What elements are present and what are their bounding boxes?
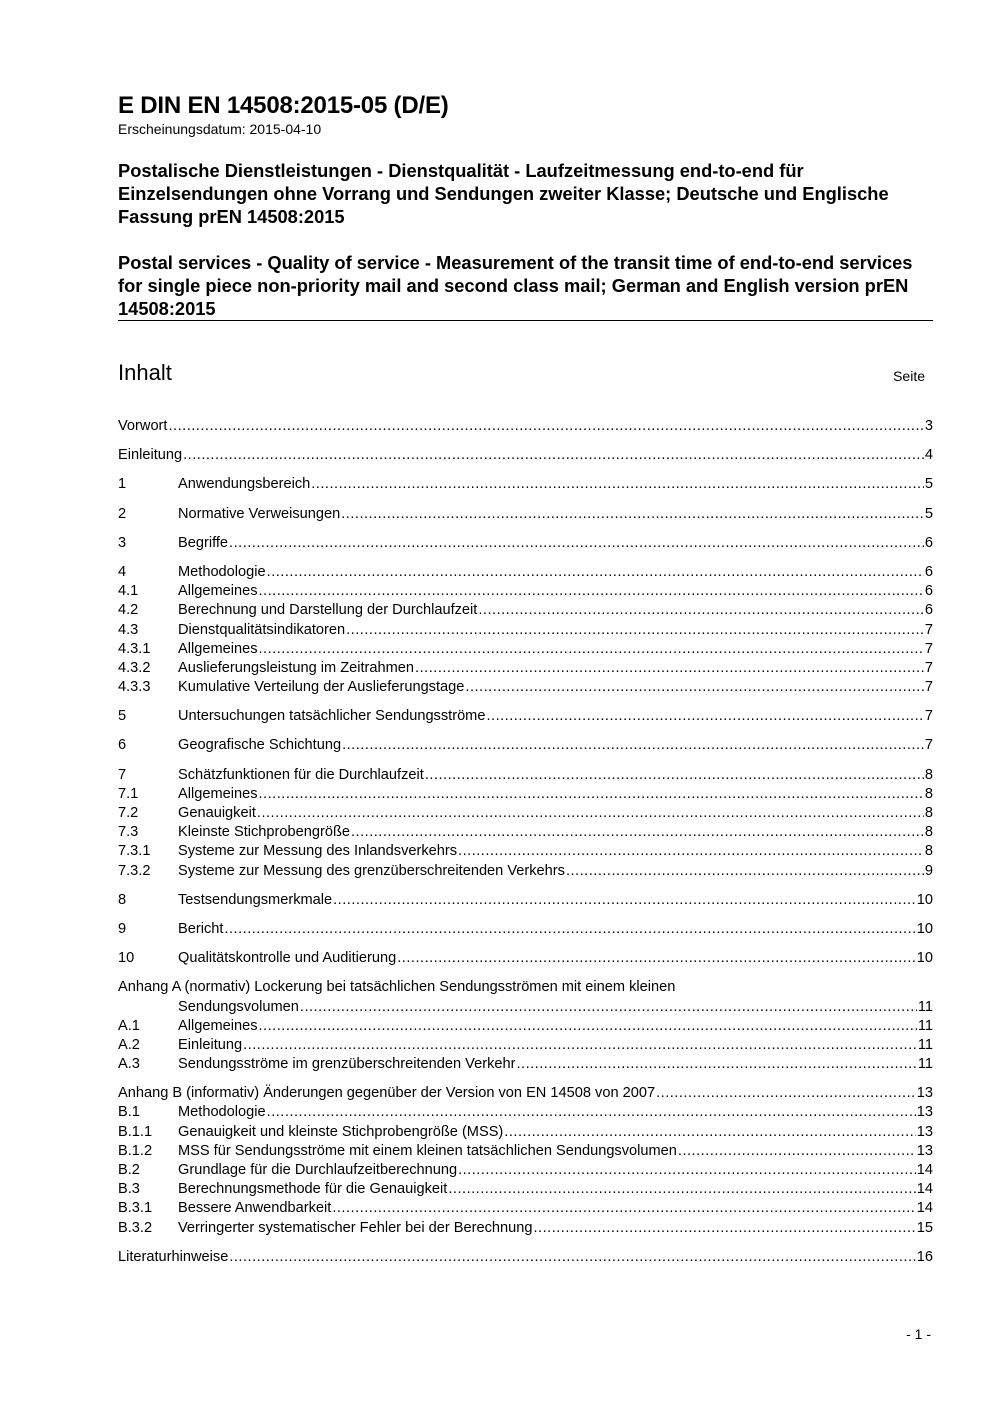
toc-section-title: Allgemeines	[178, 583, 258, 600]
toc-section-title: Sendungsvolumen	[178, 998, 299, 1015]
toc-entry[interactable]	[118, 1036, 933, 1055]
toc-page-number: 11	[917, 998, 933, 1015]
toc-dot-leader	[458, 842, 924, 861]
toc-section-title: Bessere Anwendbarkeit	[178, 1200, 332, 1217]
toc-dot-leader	[397, 949, 916, 968]
document-page	[118, 0, 933, 1403]
toc-dot-leader	[259, 785, 924, 804]
toc-section-title: Methodologie	[178, 1104, 266, 1121]
toc-dot-leader	[486, 707, 923, 726]
toc-dot-leader	[168, 417, 923, 436]
toc-section-number: 3	[118, 534, 127, 551]
toc-section-number: 7.3.2	[118, 862, 151, 879]
toc-entry[interactable]	[118, 862, 933, 881]
toc-entry[interactable]	[118, 659, 933, 678]
toc-entry[interactable]	[118, 417, 933, 436]
toc-section-title: Qualitätskontrolle und Auditierung	[178, 950, 397, 967]
toc-section-title: MSS für Sendungsströme mit einem kleinen tatsächlichen Sendungsvolumen	[178, 1142, 677, 1159]
toc-dot-leader	[311, 475, 924, 494]
toc-section-title: Genauigkeit	[178, 805, 256, 821]
toc-section-title: Anhang A (normativ) Lockerung bei tatsächlichen Sendungsströmen mit einem kleinen	[118, 979, 676, 996]
toc-section-title: Dienstqualitätsindikatoren	[178, 621, 346, 638]
toc-entry[interactable]	[118, 563, 933, 582]
toc-section-number: 7	[118, 766, 127, 783]
toc-entry[interactable]	[118, 640, 933, 659]
toc-section-title: Normative Verweisungen	[178, 505, 341, 522]
toc-section-title: Kumulative Verteilung der Auslieferungstage	[178, 679, 465, 696]
toc-section-number: B.1	[118, 1104, 140, 1121]
toc-section-number: 7.2	[118, 805, 139, 821]
toc-section-number: 10	[118, 950, 135, 967]
toc-entry[interactable]	[118, 707, 933, 726]
toc-page-number: 14	[916, 1200, 933, 1217]
toc-entry[interactable]	[118, 785, 933, 804]
toc-section-title: Systeme zur Messung des Inlandsverkehrs	[178, 843, 458, 860]
toc-dot-leader	[342, 736, 924, 755]
toc-entry[interactable]	[118, 842, 933, 861]
toc-page-number: 6	[924, 602, 933, 619]
toc-dot-leader	[425, 766, 924, 785]
toc-section-title: Systeme zur Messung des grenzüberschreitenden Verkehrs	[178, 862, 565, 879]
toc-section-title: Auslieferungsleistung im Zeitrahmen	[178, 659, 415, 676]
toc-entry[interactable]	[118, 1161, 933, 1180]
toc-entry[interactable]	[118, 601, 933, 620]
toc-dot-leader	[267, 1103, 916, 1122]
toc-section-number: 2	[118, 505, 127, 522]
document-id: E DIN EN 14508:2015-05 (D/E)	[118, 92, 449, 119]
toc-section-title: Vorwort	[118, 418, 168, 434]
toc-entry[interactable]	[118, 621, 933, 640]
toc-entry[interactable]	[118, 891, 933, 910]
toc-dot-leader	[533, 1219, 915, 1238]
toc-dot-leader	[183, 446, 924, 465]
toc-dot-leader	[504, 1123, 915, 1142]
toc-dot-leader	[566, 862, 924, 881]
toc-page-number: 7	[924, 640, 933, 657]
toc-entry[interactable]	[118, 1123, 933, 1142]
toc-entry[interactable]	[118, 1055, 933, 1074]
toc-entry[interactable]	[118, 446, 933, 465]
toc-dot-leader	[267, 563, 924, 582]
toc-page-number: 13	[916, 1104, 933, 1121]
toc-page-number: 7	[924, 708, 933, 725]
toc-section-number: B.1.1	[118, 1123, 153, 1140]
toc-entry[interactable]	[118, 1084, 933, 1103]
toc-page-number: 10	[916, 891, 933, 908]
toc-dot-leader	[341, 505, 924, 524]
toc-entry[interactable]	[118, 823, 933, 842]
toc-entry-annex-heading[interactable]	[118, 978, 933, 997]
toc-section-number: 6	[118, 737, 127, 754]
toc-section-title: Untersuchungen tatsächlicher Sendungsströme	[178, 708, 486, 725]
toc-entry[interactable]	[118, 1180, 933, 1199]
toc-page-number: 8	[924, 824, 933, 841]
toc-entry[interactable]	[118, 1199, 933, 1218]
toc-page-number: 10	[916, 950, 933, 967]
toc-dot-leader	[224, 920, 915, 939]
toc-dot-leader	[259, 1017, 917, 1036]
toc-section-title: Berechnung und Darstellung der Durchlaufzeit	[178, 602, 478, 619]
toc-section-title: Einleitung	[118, 447, 183, 464]
toc-section-number: 5	[118, 708, 127, 725]
toc-entry[interactable]	[118, 505, 933, 524]
toc-section-title: Einleitung	[178, 1036, 243, 1053]
title-english: Postal services - Quality of service - Measurement of the transit time of end-to-end services for single piece non-priority mail and second class mail; German and English version prEN 14508:2015	[118, 252, 913, 319]
toc-entry[interactable]	[118, 1248, 933, 1267]
toc-dot-leader	[516, 1055, 916, 1074]
toc-section-number: 4	[118, 563, 127, 580]
toc-entry[interactable]	[118, 736, 933, 755]
toc-dot-leader	[346, 621, 924, 640]
toc-dot-leader	[300, 998, 917, 1017]
toc-page-number: 8	[924, 785, 933, 802]
toc-page-number: 16	[916, 1248, 933, 1265]
toc-page-number: 9	[924, 862, 933, 879]
toc-dot-leader	[351, 823, 924, 842]
toc-entry[interactable]	[118, 1103, 933, 1122]
toc-page-number: 11	[917, 1056, 933, 1073]
toc-entry[interactable]	[118, 1142, 933, 1161]
toc-dot-leader	[257, 804, 924, 823]
toc-page-label: Seite	[893, 368, 925, 384]
toc-section-number: 4.3	[118, 621, 139, 638]
toc-page-number: 14	[916, 1162, 933, 1178]
toc-section-number: B.3	[118, 1181, 140, 1198]
toc-dot-leader	[415, 659, 924, 678]
toc-dot-leader	[243, 1036, 917, 1055]
toc-section-number: B.3.1	[118, 1200, 153, 1217]
toc-section-title: Genauigkeit und kleinste Stichprobengröße (MSS)	[178, 1123, 504, 1140]
toc-dot-leader	[333, 891, 916, 910]
toc-section-title: Allgemeines	[178, 785, 258, 802]
toc-entry[interactable]	[118, 678, 933, 697]
toc-page-number: 8	[924, 843, 933, 860]
toc-section-title: Literaturhinweise	[118, 1248, 229, 1265]
toc-page-number: 13	[916, 1085, 933, 1102]
toc-dot-leader	[448, 1180, 915, 1199]
toc-dot-leader	[678, 1142, 916, 1161]
toc-section-number: 1	[118, 476, 127, 493]
toc-entry[interactable]	[118, 534, 933, 553]
toc-section-number: 7.3.1	[118, 843, 151, 860]
toc-section-title: Schätzfunktionen für die Durchlaufzeit	[178, 766, 424, 783]
toc-section-number: B.3.2	[118, 1219, 153, 1236]
toc-page-number: 10	[916, 920, 933, 937]
toc-section-number: 7.3	[118, 824, 139, 841]
toc-dot-leader	[229, 534, 924, 553]
toc-page-number: 7	[924, 659, 933, 676]
toc-entry[interactable]	[118, 949, 933, 968]
page-number: - 1 -	[906, 1326, 931, 1342]
toc-section-title: Sendungsströme im grenzüberschreitenden Verkehr	[178, 1056, 516, 1073]
toc-section-number: 4.1	[118, 583, 139, 600]
toc-section-title: Verringerter systematischer Fehler bei der Berechnung	[178, 1219, 533, 1236]
toc-section-number: 7.1	[118, 785, 139, 802]
toc-section-number: B.2	[118, 1162, 140, 1178]
toc-entry[interactable]	[118, 998, 933, 1017]
toc-page-number: 5	[924, 476, 933, 493]
toc-section-title: Kleinste Stichprobengröße	[178, 824, 350, 841]
toc-section-number: 4.3.3	[118, 679, 151, 696]
toc-section-title: Testsendungsmerkmale	[178, 891, 333, 908]
toc-page-number: 3	[924, 418, 933, 434]
table-of-contents	[118, 417, 933, 1267]
toc-page-number: 8	[924, 766, 933, 783]
toc-dot-leader	[458, 1161, 916, 1180]
toc-page-number: 7	[924, 679, 933, 696]
title-german: Postalische Dienstleistungen - Dienstqualität - Laufzeitmessung end-to-end für Einzelsendungen ohne Vorrang und Sendungen zweiter Klasse; Deutsche und Englische Fassung prEN 14508:2015	[118, 160, 889, 227]
toc-page-number: 7	[924, 737, 933, 754]
toc-section-number: 9	[118, 920, 127, 937]
publication-date: Erscheinungsdatum: 2015-04-10	[118, 121, 322, 137]
toc-section-title: Bericht	[178, 920, 224, 937]
toc-section-title: Anhang B (informativ) Änderungen gegenüber der Version von EN 14508 von 2007	[118, 1085, 656, 1102]
toc-section-title: Begriffe	[178, 534, 229, 551]
toc-heading: Inhalt	[118, 360, 172, 385]
toc-page-number: 6	[924, 583, 933, 600]
toc-section-title: Anwendungsbereich	[178, 476, 311, 493]
toc-dot-leader	[656, 1084, 916, 1103]
title-divider	[118, 320, 933, 321]
toc-section-number: A.2	[118, 1036, 140, 1053]
toc-section-title: Allgemeines	[178, 1017, 258, 1034]
toc-dot-leader	[259, 582, 924, 601]
toc-dot-leader	[229, 1248, 915, 1267]
toc-entry[interactable]	[118, 1219, 933, 1238]
toc-section-number: 8	[118, 891, 127, 908]
toc-section-title: Methodologie	[178, 563, 266, 580]
toc-section-number: 4.3.1	[118, 640, 151, 657]
toc-page-number: 6	[924, 534, 933, 551]
toc-page-number: 7	[924, 621, 933, 638]
toc-page-number: 11	[917, 1017, 933, 1034]
toc-entry[interactable]	[118, 766, 933, 785]
toc-entry[interactable]	[118, 582, 933, 601]
toc-section-number: B.1.2	[118, 1142, 153, 1159]
toc-section-number: A.3	[118, 1056, 140, 1073]
toc-section-title: Berechnungsmethode für die Genauigkeit	[178, 1181, 448, 1198]
toc-page-number: 13	[916, 1123, 933, 1140]
toc-section-number: 4.2	[118, 602, 139, 619]
toc-entry[interactable]	[118, 804, 933, 823]
toc-section-number: A.1	[118, 1017, 140, 1034]
toc-dot-leader	[465, 678, 923, 697]
toc-entry[interactable]	[118, 1017, 933, 1036]
toc-entry[interactable]	[118, 475, 933, 494]
toc-entry[interactable]	[118, 920, 933, 939]
toc-dot-leader	[259, 640, 924, 659]
toc-dot-leader	[332, 1199, 915, 1218]
toc-page-number: 5	[924, 505, 933, 522]
toc-section-title: Grundlage für die Durchlaufzeitberechnung	[178, 1162, 458, 1178]
toc-page-number: 4	[924, 447, 933, 464]
toc-section-title: Geografische Schichtung	[178, 737, 342, 754]
toc-page-number: 6	[924, 563, 933, 580]
toc-dot-leader	[478, 601, 924, 620]
toc-page-number: 8	[924, 805, 933, 821]
toc-page-number: 14	[916, 1181, 933, 1198]
toc-section-number: 4.3.2	[118, 659, 151, 676]
toc-page-number: 15	[916, 1219, 933, 1236]
toc-page-number: 13	[916, 1142, 933, 1159]
toc-page-number: 11	[917, 1036, 933, 1053]
toc-section-title: Allgemeines	[178, 640, 258, 657]
